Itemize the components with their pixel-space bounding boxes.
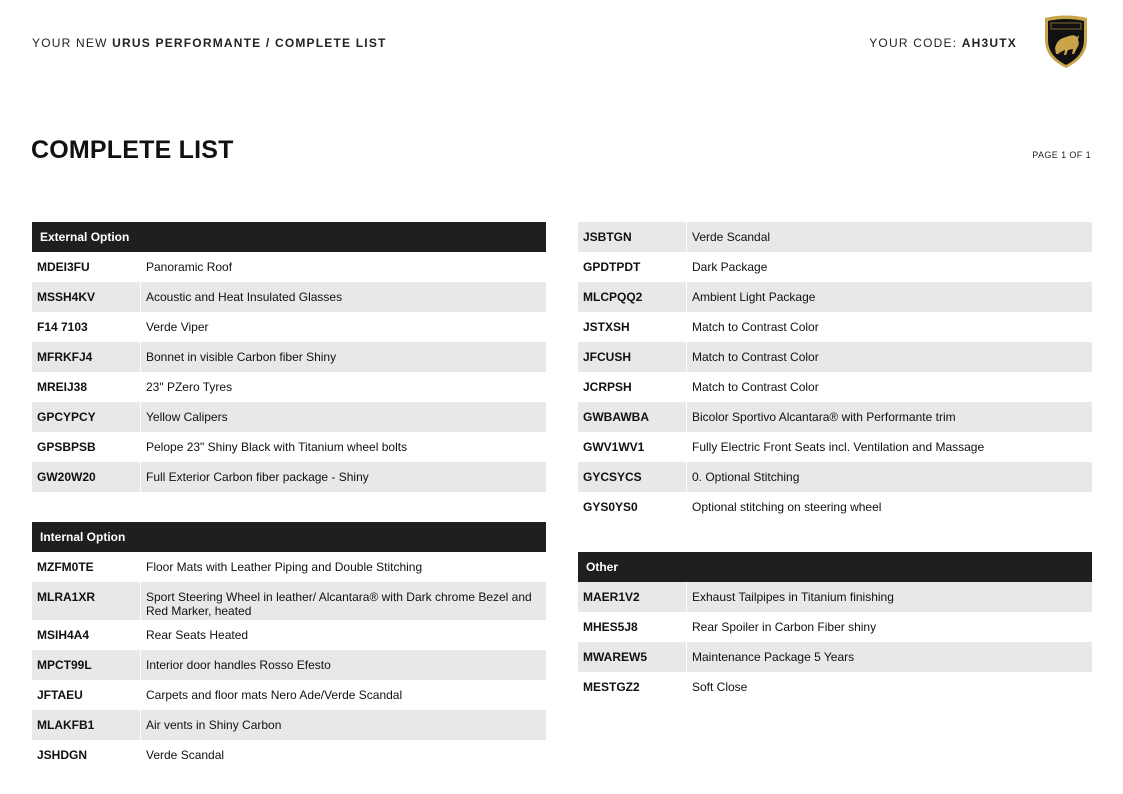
option-description: Match to Contrast Color xyxy=(686,372,1092,402)
header-prefix: YOUR NEW xyxy=(32,36,108,50)
option-row xyxy=(32,582,546,620)
option-code: JCRPSH xyxy=(583,380,632,394)
option-row xyxy=(32,402,546,432)
option-code: GPSBPSB xyxy=(37,440,96,454)
option-description: Floor Mats with Leather Piping and Double Stitching xyxy=(140,552,546,582)
option-row xyxy=(32,680,546,710)
option-description: Fully Electric Front Seats incl. Ventilation and Massage xyxy=(686,432,1092,462)
option-row xyxy=(578,612,1092,642)
option-description: Sport Steering Wheel in leather/ Alcantara® with Dark chrome Bezel and Red Marker, heated xyxy=(140,582,546,620)
option-description: Bonnet in visible Carbon fiber Shiny xyxy=(140,342,546,372)
option-row xyxy=(578,462,1092,492)
section-heading-external: External Option xyxy=(32,222,546,252)
option-row xyxy=(578,312,1092,342)
option-row xyxy=(32,312,546,342)
option-description: Soft Close xyxy=(686,672,1092,702)
option-description: 0. Optional Stitching xyxy=(686,462,1092,492)
code-label: YOUR CODE: xyxy=(869,36,958,50)
option-code: MWAREW5 xyxy=(583,650,647,664)
page-indicator: PAGE 1 OF 1 xyxy=(1032,150,1091,160)
option-row xyxy=(578,672,1092,702)
option-code: GYCSYCS xyxy=(583,470,642,484)
other-option-list xyxy=(578,582,1092,702)
option-code: MSSH4KV xyxy=(37,290,96,304)
option-row xyxy=(32,372,546,402)
option-description: Dark Package xyxy=(686,252,1092,282)
option-row xyxy=(32,710,546,740)
option-row xyxy=(578,342,1092,372)
option-description: Optional stitching on steering wheel xyxy=(686,492,1092,522)
option-code: MESTGZ2 xyxy=(583,680,640,694)
option-code: MSIH4A4 xyxy=(37,628,90,642)
option-description: Air vents in Shiny Carbon xyxy=(140,710,546,740)
option-row xyxy=(578,582,1092,612)
left-column xyxy=(32,222,546,770)
option-code: JSTXSH xyxy=(583,320,630,334)
document-header-title xyxy=(32,36,387,50)
option-description: Pelope 23" Shiny Black with Titanium wheel bolts xyxy=(140,432,546,462)
internal-option-list xyxy=(32,552,546,770)
option-code: JFTAEU xyxy=(37,688,83,702)
header-model-list: URUS PERFORMANTE / COMPLETE LIST xyxy=(112,36,387,50)
option-code: GWBAWBA xyxy=(583,410,649,424)
external-option-list xyxy=(32,252,546,492)
option-row xyxy=(32,432,546,462)
option-row xyxy=(578,222,1092,252)
option-code: JFCUSH xyxy=(583,350,632,364)
option-code: MZFM0TE xyxy=(37,560,94,574)
option-description: Panoramic Roof xyxy=(140,252,546,282)
option-description: Rear Seats Heated xyxy=(140,620,546,650)
option-code: GYS0YS0 xyxy=(583,500,638,514)
option-row xyxy=(32,462,546,492)
option-code: MFRKFJ4 xyxy=(37,350,93,364)
option-code: JSHDGN xyxy=(37,748,88,762)
option-row xyxy=(578,432,1092,462)
option-row xyxy=(578,642,1092,672)
option-code: GPDTPDT xyxy=(583,260,641,274)
option-description: Maintenance Package 5 Years xyxy=(686,642,1092,672)
option-description: Verde Viper xyxy=(140,312,546,342)
option-row xyxy=(578,492,1092,522)
internal-option-list-continued xyxy=(578,222,1092,522)
option-code: GWV1WV1 xyxy=(583,440,645,454)
option-description: Carpets and floor mats Nero Ade/Verde Scandal xyxy=(140,680,546,710)
option-description: Full Exterior Carbon fiber package - Shiny xyxy=(140,462,546,492)
option-code: F14 7103 xyxy=(37,320,88,334)
option-description: Acoustic and Heat Insulated Glasses xyxy=(140,282,546,312)
right-column xyxy=(578,222,1092,702)
option-row xyxy=(32,282,546,312)
option-row xyxy=(578,372,1092,402)
option-row xyxy=(32,650,546,680)
option-code: MLRA1XR xyxy=(37,590,96,604)
option-description: Exhaust Tailpipes in Titanium finishing xyxy=(686,582,1092,612)
option-row xyxy=(32,552,546,582)
option-description: Rear Spoiler in Carbon Fiber shiny xyxy=(686,612,1092,642)
option-code: GW20W20 xyxy=(37,470,96,484)
code-value: AH3UTX xyxy=(961,36,1017,50)
option-row xyxy=(578,402,1092,432)
option-description: Interior door handles Rosso Efesto xyxy=(140,650,546,680)
option-code: MLAKFB1 xyxy=(37,718,95,732)
section-heading-other: Other xyxy=(578,552,1092,582)
option-code: MLCPQQ2 xyxy=(583,290,643,304)
option-row xyxy=(32,620,546,650)
customer-code xyxy=(869,36,1017,50)
option-description: Verde Scandal xyxy=(686,222,1092,252)
option-description: Yellow Calipers xyxy=(140,402,546,432)
option-description: Ambient Light Package xyxy=(686,282,1092,312)
option-row xyxy=(578,252,1092,282)
lamborghini-bull-shield-icon xyxy=(1041,14,1091,70)
page-title: COMPLETE LIST xyxy=(31,136,234,164)
option-description: 23" PZero Tyres xyxy=(140,372,546,402)
section-heading-internal: Internal Option xyxy=(32,522,546,552)
option-description: Bicolor Sportivo Alcantara® with Performante trim xyxy=(686,402,1092,432)
option-code: MAER1V2 xyxy=(583,590,640,604)
option-code: MDEI3FU xyxy=(37,260,90,274)
option-description: Match to Contrast Color xyxy=(686,342,1092,372)
option-description: Verde Scandal xyxy=(140,740,546,770)
option-code: JSBTGN xyxy=(583,230,632,244)
option-row xyxy=(32,252,546,282)
option-code: MPCT99L xyxy=(37,658,92,672)
option-row xyxy=(32,342,546,372)
option-code: GPCYPCY xyxy=(37,410,96,424)
option-description: Match to Contrast Color xyxy=(686,312,1092,342)
option-code: MREIJ38 xyxy=(37,380,88,394)
option-row xyxy=(32,740,546,770)
option-row xyxy=(578,282,1092,312)
option-code: MHES5J8 xyxy=(583,620,638,634)
